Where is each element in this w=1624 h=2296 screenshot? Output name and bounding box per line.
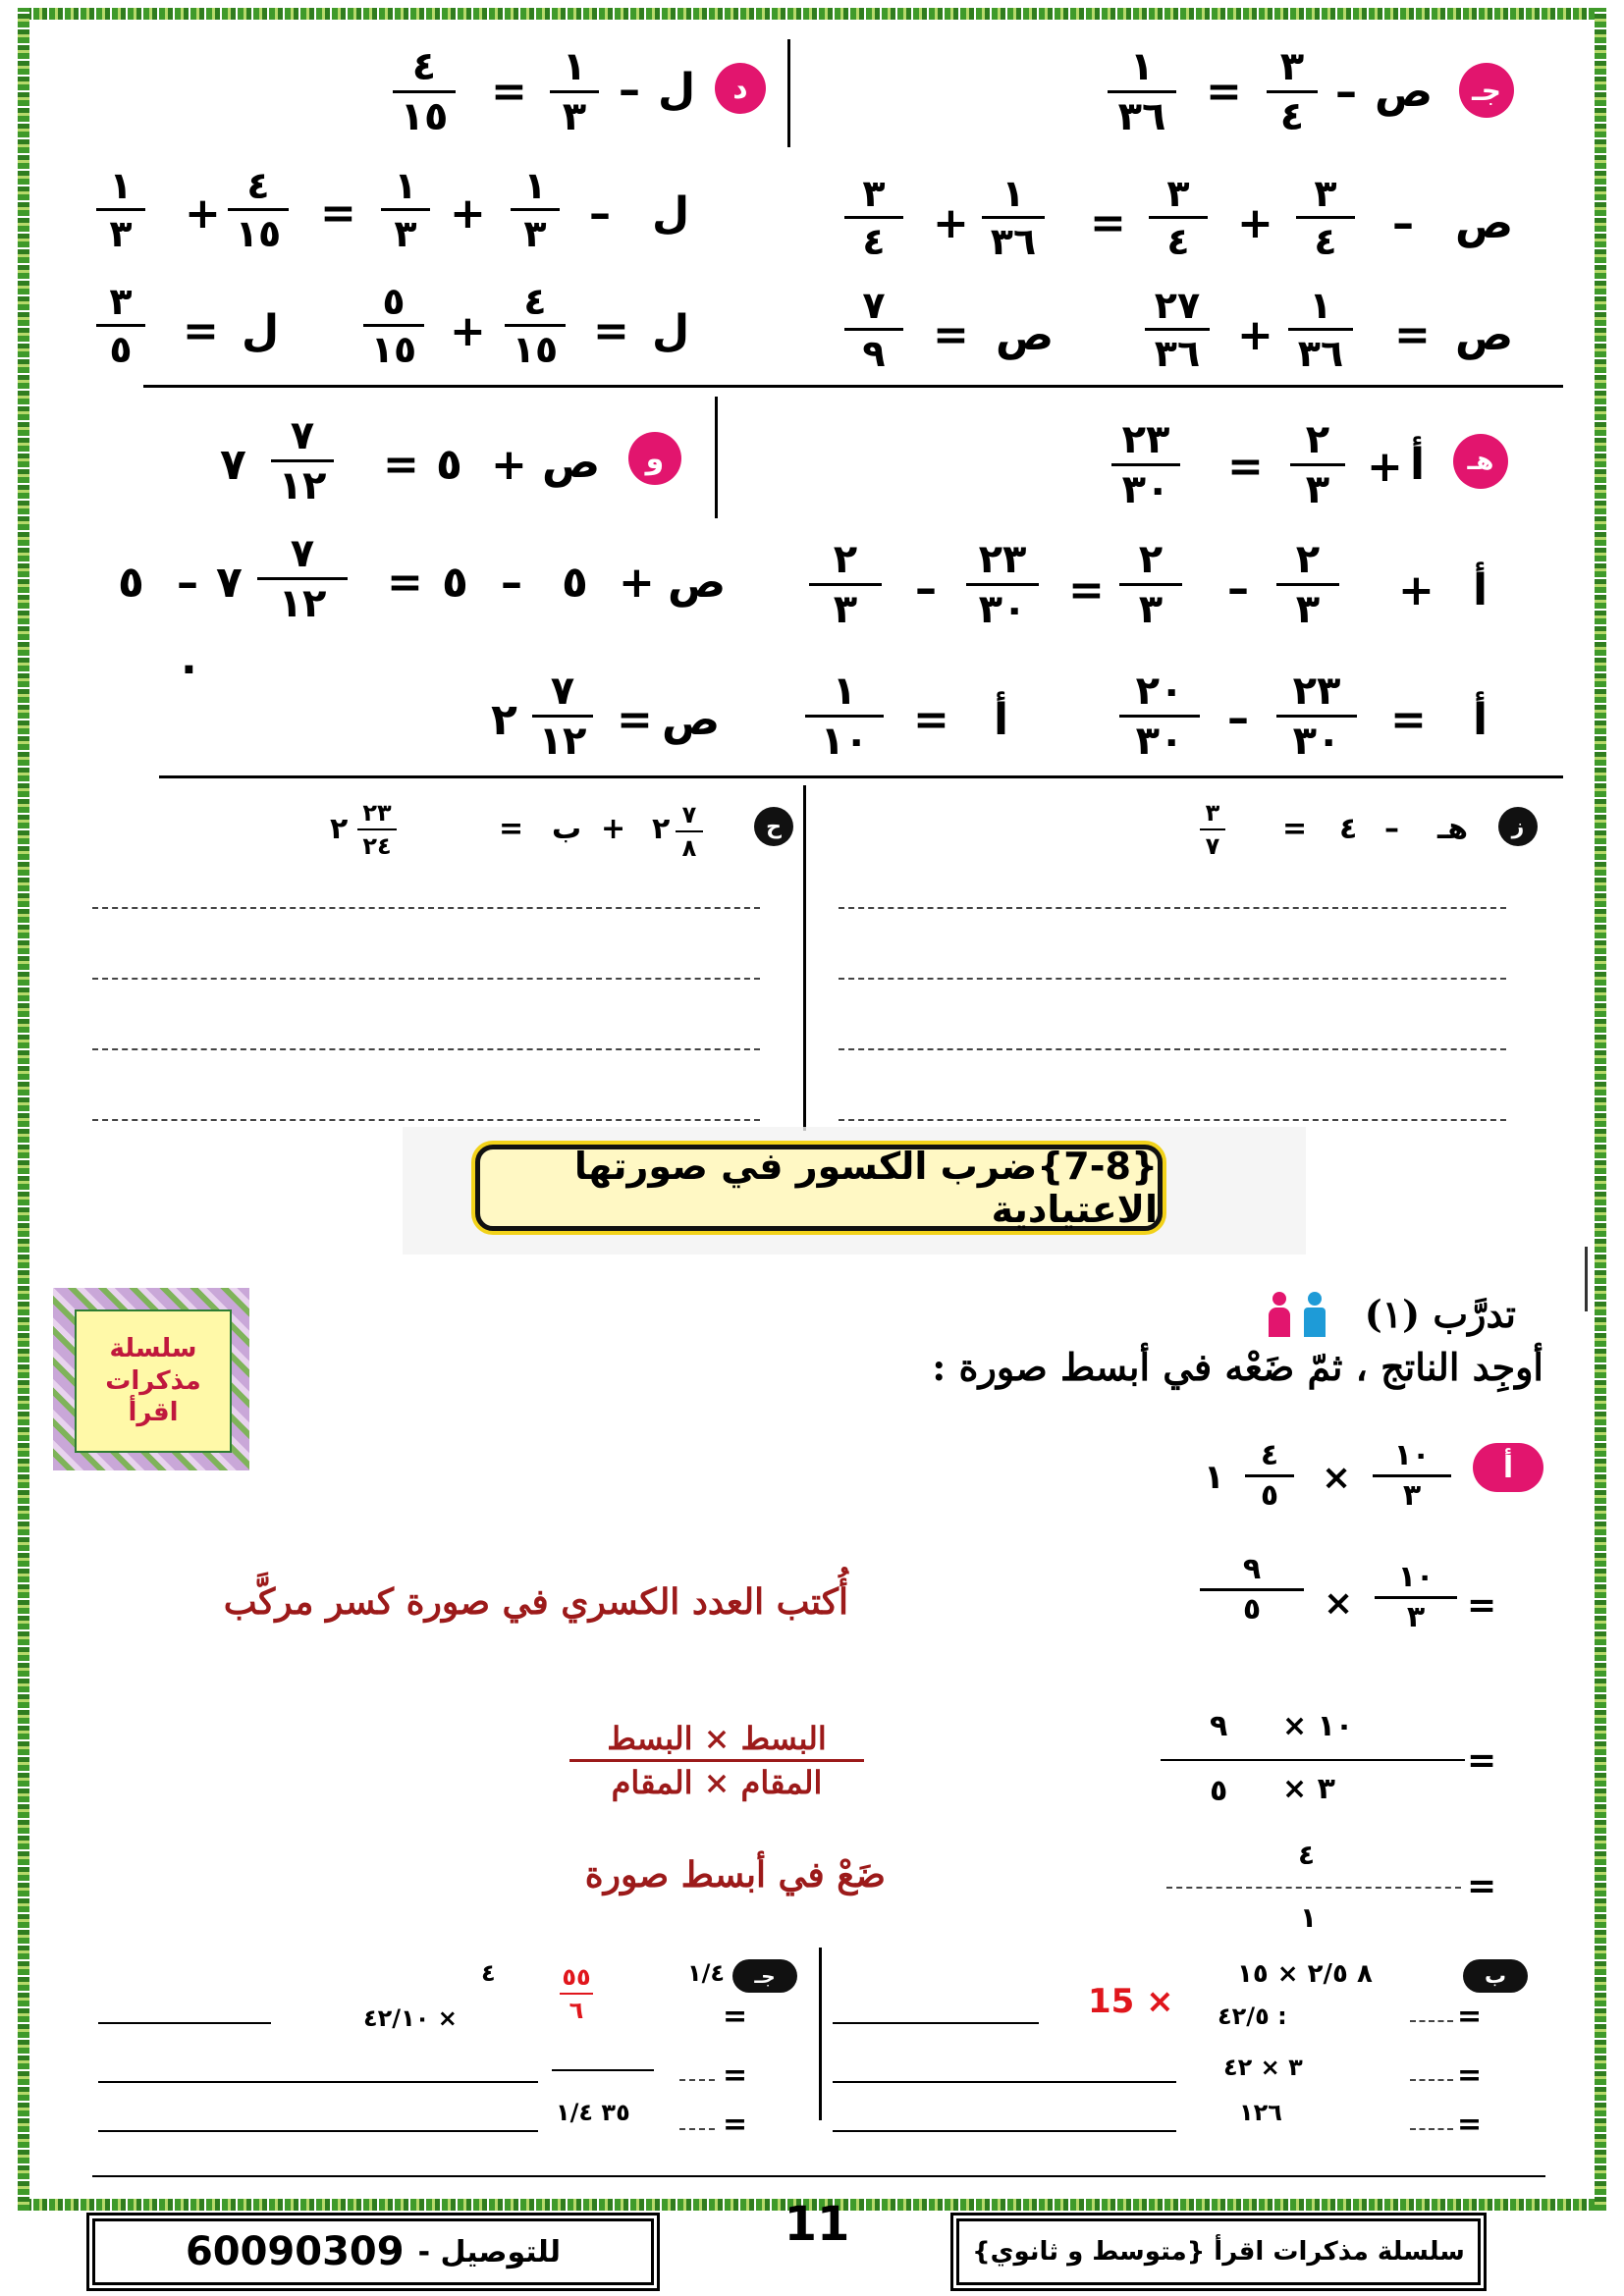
equals: =	[1068, 565, 1105, 615]
fraction: ١ ٣٦	[982, 175, 1045, 260]
number-5: ٥	[118, 558, 144, 608]
equals: =	[183, 306, 219, 356]
minus: –	[589, 188, 611, 239]
dot: .	[181, 634, 197, 684]
fraction: ٩ ٥	[1200, 1555, 1304, 1625]
badge-j: جـ	[1459, 63, 1514, 118]
var-l: ل	[652, 188, 690, 239]
minus: –	[619, 65, 640, 115]
minus: –	[501, 558, 522, 608]
border-right	[1595, 8, 1606, 2211]
badge-d: د	[715, 63, 766, 114]
equals: =	[723, 2108, 748, 2142]
denominator: ٣ ×	[1282, 1772, 1335, 1806]
badge-w: و	[628, 432, 681, 485]
minus: –	[915, 563, 937, 614]
section-title: {7-8}ضرب الكسور في صورتها الاعتيادية	[475, 1145, 1163, 1231]
equals: =	[1090, 198, 1126, 248]
equals: =	[593, 306, 629, 356]
answer-line	[1410, 2079, 1453, 2081]
border-top	[18, 8, 1606, 20]
var-a: أ	[1473, 695, 1489, 745]
plus: +	[619, 558, 655, 608]
minus: –	[177, 558, 198, 608]
hint-denominator: المقام × المقام	[611, 1764, 823, 1801]
badge-c: جـ	[732, 1959, 797, 1993]
fraction-answer: ١ ١٠	[805, 671, 884, 761]
var-s: ص	[1375, 67, 1434, 117]
plus: +	[601, 812, 626, 846]
answer-line	[92, 1048, 760, 1050]
logo-line: سلسلة	[109, 1334, 197, 1364]
equals: =	[723, 2058, 748, 2093]
equals: =	[1394, 310, 1431, 360]
answer-line	[1410, 2128, 1453, 2130]
fraction-4-15: ٤ ١٥	[393, 47, 456, 136]
equals: =	[1457, 2108, 1483, 2142]
fraction-answer: ٣ ٥	[96, 283, 145, 368]
answer-line	[98, 2081, 538, 2083]
fraction: ٣ ٤	[1296, 175, 1355, 260]
equals: =	[1206, 67, 1242, 117]
whole-2: ٢	[330, 812, 349, 846]
hint-mixed-to-improper: أُكتب العدد الكسري في صورة كسر مركَّب	[223, 1581, 848, 1623]
minus: –	[1335, 67, 1357, 117]
equals: =	[1390, 695, 1427, 745]
equals: =	[1467, 1585, 1497, 1626]
fraction: ١ ٣	[511, 167, 560, 252]
answer-line	[833, 2130, 1176, 2132]
person-icon-pink	[1267, 1292, 1292, 1337]
equals: =	[913, 695, 949, 745]
mixed-fraction: ٧ ١٢	[257, 534, 348, 623]
equals: =	[491, 67, 527, 117]
fraction: ١ ٣٦	[1288, 287, 1353, 372]
b-step2: ٣ × ٤٢	[1223, 2054, 1303, 2081]
var-l: ل	[652, 306, 690, 356]
fraction: ٢٣ ٣٠	[966, 540, 1039, 629]
minus: –	[1227, 563, 1249, 614]
var-h: هـ	[1437, 812, 1469, 846]
badge-h-black: ح	[754, 807, 793, 846]
logo-line: اقرأ	[128, 1398, 179, 1428]
divider-bottom	[819, 1948, 822, 2120]
fraction-1-3: ١ ٣	[550, 47, 599, 136]
fraction-3-4: ٣ ٤	[1267, 47, 1318, 136]
var-s: ص	[668, 558, 727, 608]
badge-h: هـ	[1453, 434, 1508, 489]
equals: =	[933, 310, 969, 360]
section-rule	[143, 385, 1563, 388]
fraction: ٣ ٧	[1200, 801, 1225, 858]
numerator: ٩	[1210, 1709, 1228, 1743]
var-l: ل	[658, 65, 696, 115]
equals: =	[1282, 812, 1308, 846]
denominator: ١	[1300, 1901, 1318, 1934]
equals: =	[387, 558, 423, 608]
var-s: ص	[996, 310, 1055, 360]
series-box: سلسلة مذكرات اقرأ {متوسط و ثانوي}	[950, 2213, 1487, 2291]
answer-line	[92, 907, 760, 909]
var-a: أ	[1410, 440, 1426, 490]
exercise-heading: تدرَّب (١)	[1364, 1292, 1516, 1336]
badge-z-black: ز	[1498, 807, 1538, 846]
plus: +	[450, 188, 486, 239]
numerator: ١٠ ×	[1282, 1709, 1354, 1743]
times: ×	[1324, 1583, 1354, 1624]
delivery-label: للتوصيل -	[417, 2234, 562, 2269]
mixed-fraction-answer: ٧ ١٢	[532, 671, 593, 761]
series-logo	[53, 1288, 249, 1470]
fraction: ٤ ١٥	[228, 167, 289, 252]
page-number: 11	[784, 2197, 850, 2252]
answer-line	[1410, 2020, 1453, 2022]
c-step1: ٤٢/١٠ ×	[363, 2004, 458, 2032]
c-four: ٤	[481, 1959, 496, 1987]
fraction: ٢ ٣	[1276, 540, 1339, 629]
plus: +	[185, 188, 221, 239]
fraction-answer: ٧ ٩	[844, 287, 903, 372]
var-s: ص	[1455, 198, 1514, 248]
whole-7: ٧	[220, 440, 246, 490]
fraction: ٣ ٤	[844, 175, 903, 260]
section-rule	[159, 775, 1563, 778]
answer-line	[839, 907, 1506, 909]
equals: =	[383, 440, 419, 490]
fraction-bar	[1166, 1887, 1461, 1889]
hint-multiply	[569, 1720, 864, 1801]
c-step3: ٣٥ ١/٤	[556, 2099, 630, 2126]
divider-row5	[803, 785, 806, 1131]
number-5: ٥	[562, 558, 588, 608]
person-icon-blue	[1302, 1292, 1327, 1337]
fraction: ٢٣ ٢٤	[357, 801, 397, 858]
divider-row3	[715, 397, 718, 518]
answer-line	[98, 2022, 271, 2024]
answer-line	[839, 1048, 1506, 1050]
fraction: ٢٧ ٣٦	[1145, 287, 1210, 372]
var-b: ب	[552, 812, 582, 846]
fraction: ٤ ١٥	[505, 283, 566, 368]
fraction: ٢ ٣	[1290, 420, 1345, 509]
fraction-bar	[1161, 1759, 1465, 1761]
border-left	[18, 8, 29, 2211]
equals: =	[1457, 2058, 1483, 2093]
fraction: ٢ ٣	[809, 540, 882, 629]
hint-times-15: 15 ×	[1088, 1982, 1174, 2021]
equals: =	[1457, 2000, 1483, 2034]
fraction: ٧ ٨	[676, 803, 703, 860]
numerator: ٤	[1298, 1839, 1316, 1871]
margin-mark	[1585, 1247, 1588, 1311]
hint-simplify: ضَعْ في أبسط صورة	[584, 1854, 886, 1896]
minus: –	[1227, 693, 1249, 743]
var-a: أ	[1473, 565, 1489, 615]
fraction: ١٠ ٣	[1375, 1563, 1457, 1632]
fraction: ٢٣ ٣٠	[1111, 420, 1180, 509]
var-a: أ	[994, 695, 1009, 745]
answer-line	[679, 2128, 715, 2130]
answer-line	[98, 2130, 538, 2132]
b-step3: ١٢٦	[1239, 2099, 1282, 2126]
answer-line	[92, 1119, 760, 1121]
times: ×	[1322, 1458, 1352, 1498]
logo-line: مذكرات	[105, 1365, 201, 1396]
number-5: ٥	[442, 558, 468, 608]
problem-c: ١/٤	[687, 1959, 726, 1987]
whole-2: ٢	[491, 695, 517, 745]
hint-numerator: البسط × البسط	[607, 1720, 827, 1757]
answer-line	[833, 2022, 1039, 2024]
hint-fraction: ٥٥ ٦	[560, 1965, 593, 2022]
whole-1: ١	[1204, 1458, 1224, 1497]
plus: +	[933, 198, 969, 248]
divider-row1	[787, 39, 790, 147]
problem-b: ٨ ٢/٥ × ١٥	[1237, 1959, 1373, 1989]
plus: +	[1398, 565, 1435, 615]
var-s: ص	[1455, 310, 1514, 360]
delivery-box	[86, 2213, 660, 2291]
answer-line	[839, 1119, 1506, 1121]
c-step2-fraction	[552, 2069, 654, 2071]
answer-line	[679, 2079, 715, 2081]
fraction: ٢٣ ٣٠	[1276, 671, 1357, 761]
badge-b: ب	[1463, 1959, 1528, 1993]
plus: +	[1237, 198, 1273, 248]
answer-line	[92, 978, 760, 980]
hint-bar	[569, 1759, 864, 1762]
equals: =	[1467, 1740, 1497, 1781]
answer-line	[833, 2081, 1176, 2083]
number-4: ٤	[1339, 812, 1358, 846]
fraction: ٥ ١٥	[363, 283, 424, 368]
equals: =	[617, 695, 653, 745]
answer-line	[839, 978, 1506, 980]
fraction-1-36: ١ ٣٦	[1108, 47, 1176, 136]
fraction: ١ ٣	[381, 167, 430, 252]
whole-2: ٢	[652, 812, 671, 846]
equals: =	[1227, 442, 1264, 492]
mixed-fraction: ٧ ١٢	[271, 416, 334, 506]
minus: –	[1392, 198, 1414, 248]
section-rule	[92, 2175, 1545, 2177]
var-s: ص	[662, 695, 721, 745]
b-step1: ٤٢/٥ :	[1218, 2002, 1287, 2030]
fraction: ٣ ٤	[1149, 175, 1208, 260]
fraction: ٤ ٥	[1245, 1441, 1294, 1511]
minus: –	[1384, 812, 1399, 846]
denominator: ٥	[1210, 1774, 1228, 1808]
whole-7: ٧	[216, 558, 243, 608]
plus: +	[1367, 442, 1403, 492]
plus: +	[1237, 310, 1273, 360]
badge-a: أ	[1473, 1443, 1543, 1492]
fraction: ٢٠ ٣٠	[1119, 671, 1200, 761]
var-s: ص	[542, 438, 601, 488]
plus: +	[450, 306, 486, 356]
equals: =	[499, 812, 524, 846]
equals: =	[320, 188, 356, 239]
number-5: ٥	[436, 440, 462, 490]
exercise-instruction: أوجِد الناتج ، ثمّ ضَعْه في أبسط صورة :	[932, 1345, 1543, 1389]
fraction: ١ ٣	[96, 167, 145, 252]
plus: +	[491, 440, 527, 490]
fraction: ١٠ ٣	[1373, 1441, 1451, 1511]
var-l: ل	[242, 306, 280, 356]
delivery-phone: 60090309	[185, 2229, 405, 2274]
equals: =	[723, 2000, 748, 2034]
equals: =	[1467, 1866, 1497, 1906]
fraction: ٢ ٣	[1119, 540, 1182, 629]
